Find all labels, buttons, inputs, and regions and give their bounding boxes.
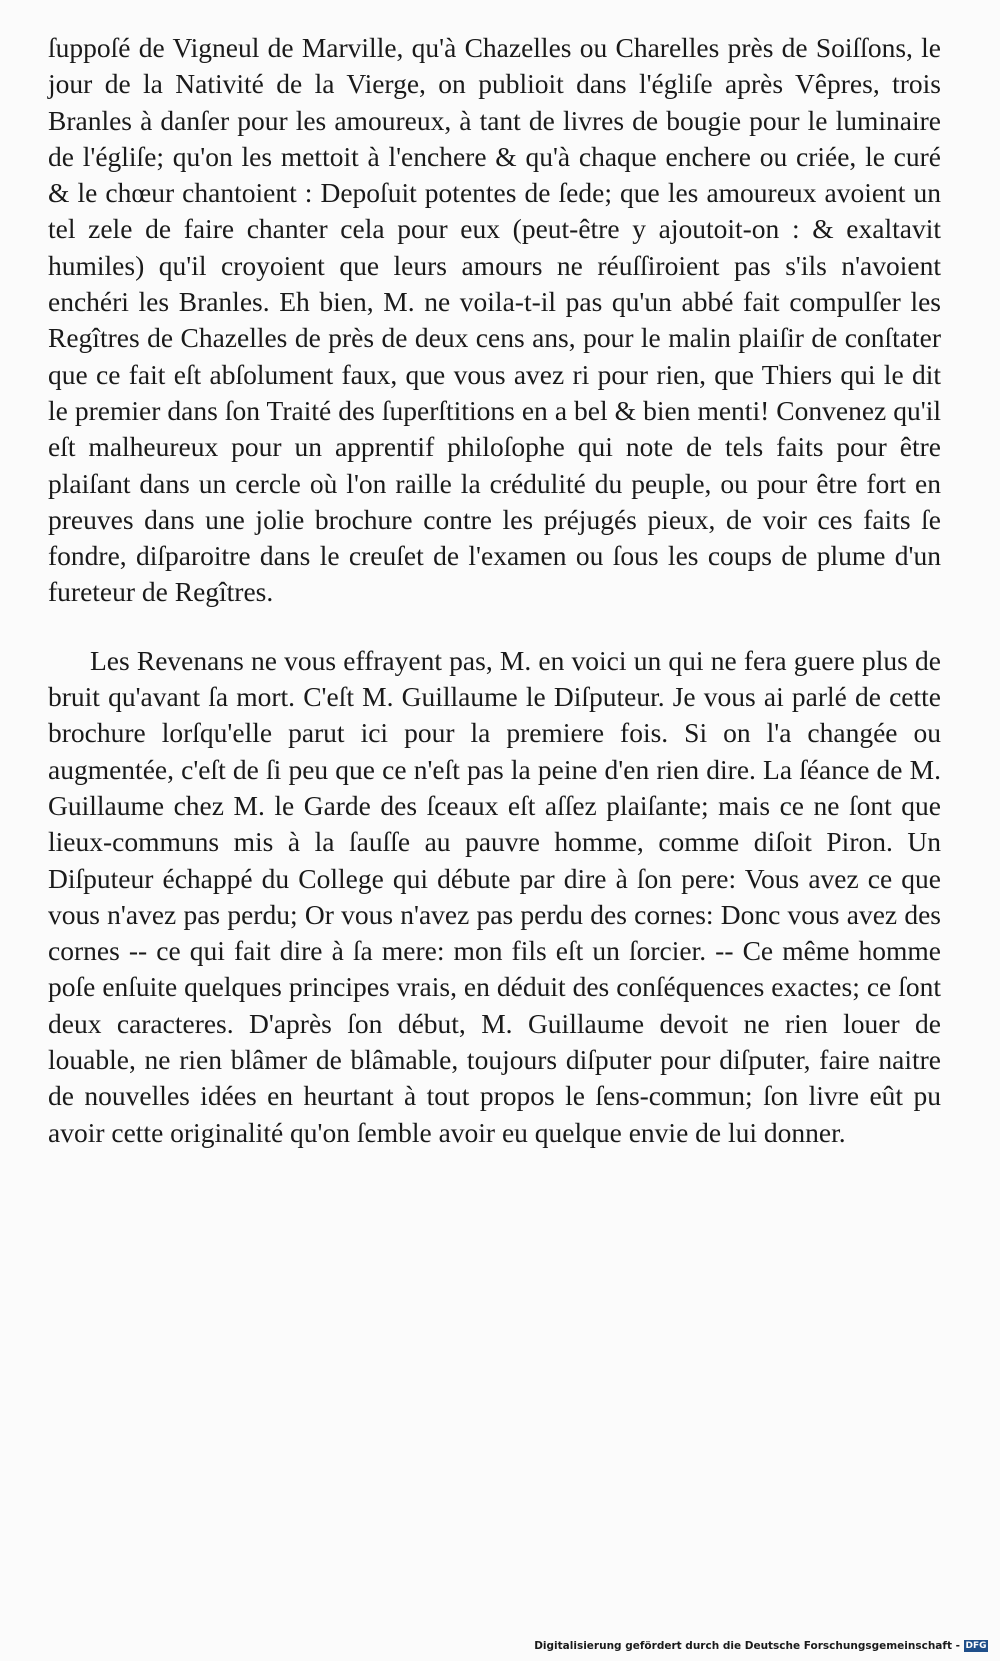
document-text-block	[48, 30, 941, 1151]
paragraph: ſuppoſé de Vigneul de Marville, qu'à Chazelles ou Charelles près de Soiſſons, le jour de la Nativité de la Vierge, on publioit dans l'égliſe après Vêpres, trois Branles à danſer pour les amoureux, à tant de livres de bougie pour le luminaire de l'égliſe; qu'on les mettoit à l'enchere & qu'à chaque enchere ou criée, le curé & le chœur chantoient : Depoſuit potentes de ſede; que les amoureux avoient un tel zele de faire chanter cela pour eux (peut-être y ajoutoit-on : & exaltavit humiles) qu'il croyoient que leurs amours ne réuſſiroient pas s'ils n'avoient enchéri les Branles. Eh bien, M. ne voila-t-il pas qu'un abbé fait compulſer les Regîtres de Chazelles de près de deux cens ans, pour le malin plaiſir de conſtater que ce fait eſt abſolument faux, que vous avez ri pour rien, que Thiers qui le dit le premier dans ſon Traité des ſuperſtitions en a bel & bien menti! Convenez qu'il eſt malheureux pour un apprentif philoſophe qui note de tels faits pour être plaiſant dans un cercle où l'on raille la crédulité du peuple, ou pour être fort en preuves dans une jolie brochure contre les préjugés pieux, de voir ces faits ſe fondre, diſparoitre dans le creuſet de l'examen ou ſous les coups de plume d'un fureteur de Regîtres.	[48, 32, 941, 608]
dfg-logo-icon: DFG	[965, 1641, 987, 1651]
credit-text: Digitalisierung gefördert durch die Deutsche Forschungsgemeinschaft -	[534, 1640, 960, 1652]
paragraph: Les Revenans ne vous effrayent pas, M. en voici un qui ne fera guere plus de bruit qu'avant ſa mort. C'eſt M. Guillaume le Diſputeur. Je vous ai parlé de cette brochure lorſqu'elle parut ici pour la premiere fois. Si on l'a changée ou augmentée, c'eſt de ſi peu que ce n'eſt pas la peine d'en rien dire. La ſéance de M. Guillaume chez M. le Garde des ſceaux eſt aſſez plaiſante; mais ce ne ſont que lieux-communs mis à la ſauſſe au pauvre homme, comme diſoit Piron. Un Diſputeur échappé du College qui débute par dire à ſon pere: Vous avez ce que vous n'avez pas perdu; Or vous n'avez pas perdu des cornes: Donc vous avez des cornes -- ce qui fait dire à ſa mere: mon fils eſt un ſorcier. -- Ce même homme poſe enſuite quelques principes vrais, en déduit des conſéquences exactes; ce ſont deux caracteres. D'après ſon début, M. Guillaume devoit ne rien louer de louable, ne rien blâmer de blâmable, toujours diſputer pour diſputer, faire naitre de nouvelles idées en heurtant à tout propos le ſens-commun; ſon livre eût pu avoir cette originalité qu'on ſemble avoir eu quelque envie de lui donner.	[48, 644, 941, 1148]
digitization-credit	[534, 1639, 988, 1653]
